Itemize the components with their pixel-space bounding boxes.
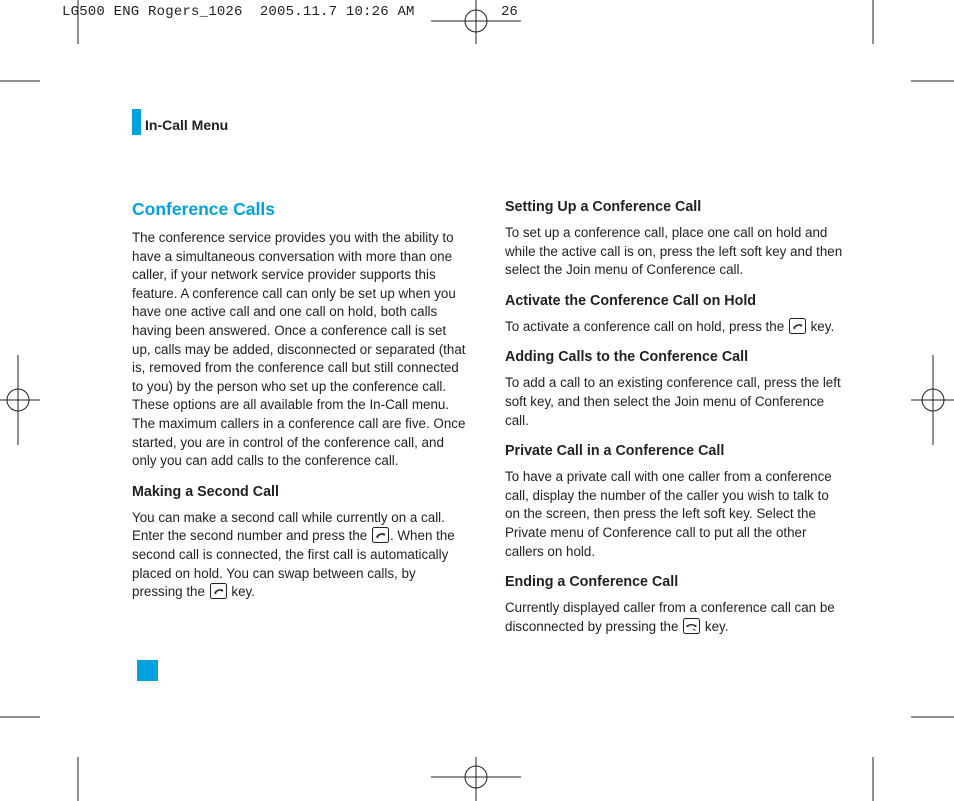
send-key-icon xyxy=(789,318,806,334)
heading-making-second-call: Making a Second Call xyxy=(132,483,279,500)
activate-text-2: key. xyxy=(806,318,835,334)
private-paragraph: To have a private call with one caller from a conference call, display the number of the caller you wish to talk to on the screen, then press the left soft key. Select the Private menu of Conference call to put all the other callers on hold. xyxy=(505,469,832,559)
page-title: Conference Calls xyxy=(132,199,275,219)
print-slug-page: 26 xyxy=(501,4,518,20)
heading-activate: Activate the Conference Call on Hold xyxy=(505,292,757,309)
making-second-call-text-3: key. xyxy=(227,584,255,600)
left-column xyxy=(132,197,468,613)
adding-paragraph: To add a call to an existing conference call, press the left soft key, and then select the Join menu of Conference call. xyxy=(505,375,841,428)
ending-text-1: Currently displayed caller from a conference call can be disconnected by pressing the xyxy=(505,600,835,634)
activate-paragraph xyxy=(505,318,845,337)
making-second-call-text-2: . When the second call is connected, the first call is automatically placed on hold. You can swap between calls, by pressing the xyxy=(132,528,455,600)
making-second-call-paragraph xyxy=(132,509,468,602)
heading-ending: Ending a Conference Call xyxy=(505,574,679,591)
making-second-call-text-1: You can make a second call while currently on a call. Enter the second number and press the xyxy=(132,509,445,544)
heading-adding: Adding Calls to the Conference Call xyxy=(505,349,749,366)
ending-text-2: key. xyxy=(701,618,729,634)
send-key-icon xyxy=(372,527,389,543)
right-column xyxy=(505,197,845,647)
heading-private: Private Call in a Conference Call xyxy=(505,443,725,460)
intro-paragraph: The conference service provides you with the ability to have a simultaneous conversation with more than one caller, if your network service provider supports this feature. A conference call can only be set up when you have one active call and one call on hold, both calls having been answered. Once a conference call is set up, calls may be added, disconnected or separated (that is, removed from the conference call but still connected to you) by the person who set up the conference call. These options are all available from the In-Call menu. The maximum callers in a conference call are five. Once started, you are in control of the conference call, and only you can add calls to the conference call. xyxy=(132,230,466,469)
page-tab-marker xyxy=(137,660,158,681)
ending-paragraph xyxy=(505,599,845,636)
end-key-icon xyxy=(683,618,700,634)
section-label: In-Call Menu xyxy=(145,117,229,133)
activate-text-1: To activate a conference call on hold, press the xyxy=(505,318,785,334)
heading-setting-up: Setting Up a Conference Call xyxy=(505,199,702,215)
section-tab-marker xyxy=(132,109,141,135)
print-slug: LG500 ENG Rogers_1026 2005.11.7 10:26 AM xyxy=(62,4,415,20)
setting-up-paragraph: To set up a conference call, place one call on hold and while the active call is on, press the left soft key and then select the Join menu of Conference call. xyxy=(505,225,843,278)
send-key-icon xyxy=(210,583,227,599)
